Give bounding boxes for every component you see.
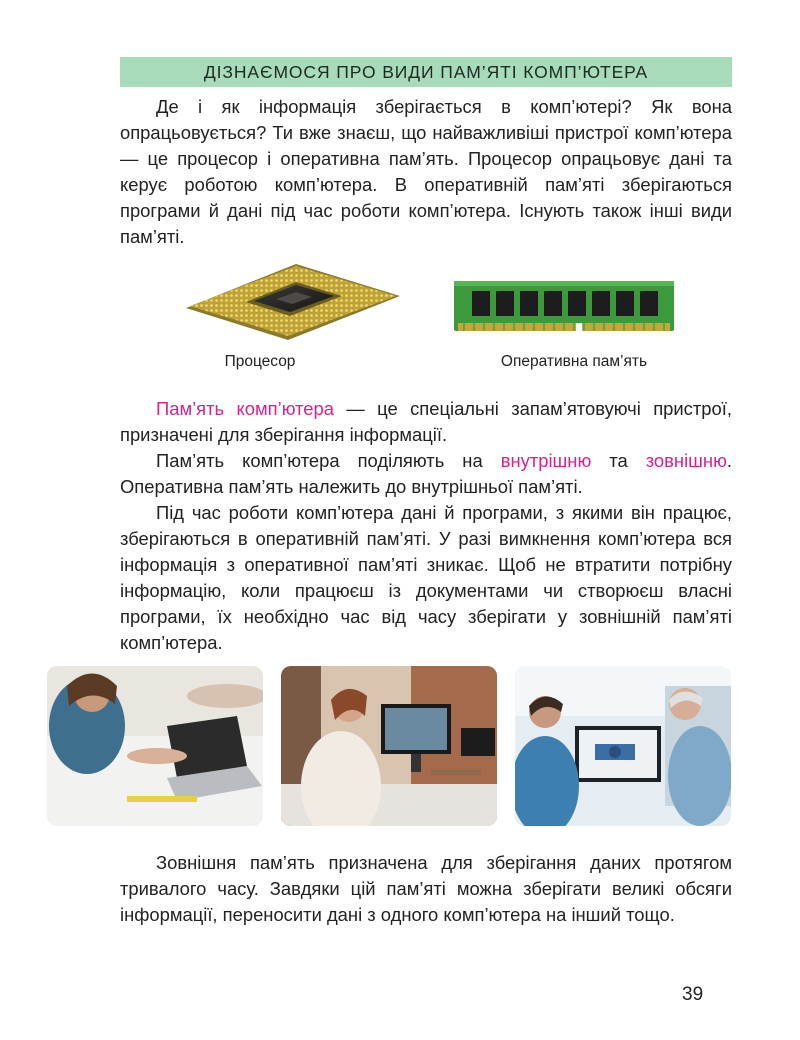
division-paragraph: [120, 448, 732, 500]
office-photo-engineers: [515, 666, 731, 826]
definition-paragraph: [120, 396, 732, 448]
internal-memory-term: внутрішню: [500, 450, 592, 471]
processor-caption: Процесор: [224, 353, 296, 370]
section-header: [120, 57, 732, 87]
intro-paragraph-block: [120, 94, 732, 250]
definition-block: [120, 396, 732, 656]
external-memory-block: [120, 850, 732, 928]
section-title: ДІЗНАЄМОСЯ ПРО ВИДИ ПАМ’ЯТІ КОМП’ЮТЕРА: [203, 62, 649, 82]
memory-term: Пам’ять комп’ютера: [156, 398, 334, 419]
external-memory-paragraph: Зовнішня пам’ять призначена для зберігання даних протягом тривалого часу. Завдяки цій пам’яті можна зберігати великі обсяги інформації, переносити дані з одного комп’ютера на інший тощо.: [120, 852, 732, 925]
page-number: 39: [682, 984, 704, 1005]
external-memory-term: зовнішню: [645, 450, 727, 471]
intro-paragraph: Де і як інформація зберігається в комп’ютері? Як вона опрацьовується? Ти вже знаєш, що найважливіші пристрої комп’ютера — це процесор і оперативна пам’ять. Процесор опрацьовує дані та керує роботою комп’ютера. В оперативній пам’яті зберігаються програми й дані під час роботи комп’ютера. Існують також інші види пам’яті.: [120, 96, 732, 247]
ram-caption: Оперативна пам’ять: [500, 353, 648, 370]
division-text-after: . Оперативна пам’ять належить до внутрішньої пам’яті.: [120, 450, 732, 497]
ram-image: [454, 279, 674, 337]
division-text-before: Пам’ять комп’ютера поділяють на: [156, 450, 501, 471]
office-photo-laptop: [47, 666, 263, 826]
division-text-middle: та: [591, 450, 646, 471]
processor-image: [184, 258, 402, 342]
definition-text: — це спеціальні запам’ятовуючі пристрої, призначені для зберігання інформації.: [120, 398, 732, 445]
office-photo-woman-computer: [281, 666, 497, 826]
working-paragraph: Під час роботи комп’ютера дані й програми, з якими він працює, зберігаються в оперативній пам’яті. У разі вимкнення комп’ютера вся інформація з оперативної пам’яті зникає. Щоб не втратити потрібну інформацію, коли працюєш із документами чи створюєш власні програми, їх необхідно час від часу зберігати у зовнішній пам’яті комп’ютера.: [120, 502, 732, 653]
